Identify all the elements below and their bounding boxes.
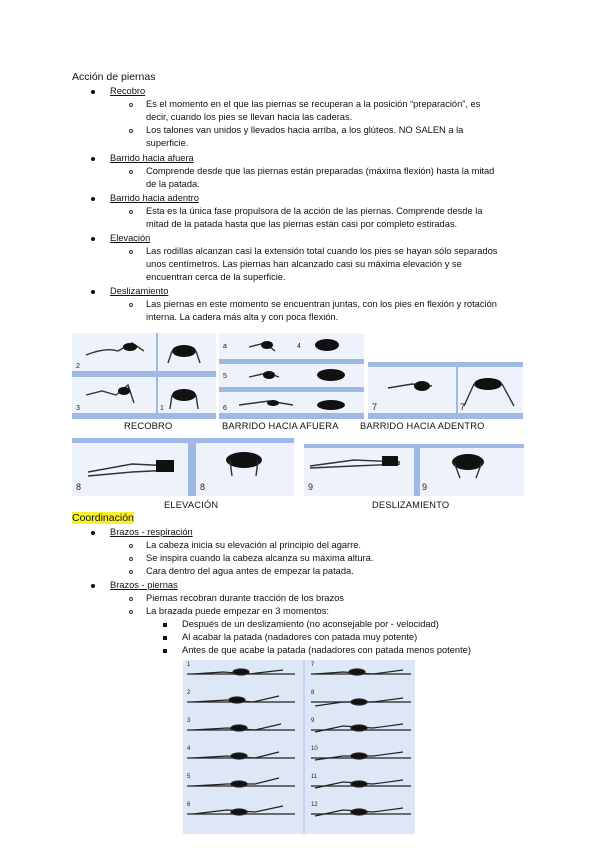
subsub-bullet xyxy=(163,623,167,627)
sub-bullet xyxy=(129,250,133,254)
figure-number: 1 xyxy=(187,662,191,668)
text-line: Comprende desde que las piernas están preparadas (máxima flexión) hasta la mitad xyxy=(146,166,495,176)
caption-deslizamiento: DESLIZAMIENTO xyxy=(372,500,450,510)
text-line: La cabeza inicia su elevación al principio del agarre. xyxy=(146,540,361,550)
caption-elevacion: ELEVACIÓN xyxy=(164,500,219,510)
sub-bullet xyxy=(129,557,133,561)
bullet xyxy=(91,584,95,588)
subsub-bullet xyxy=(163,649,167,653)
figure-number: 3 xyxy=(76,405,80,412)
figure-number: 6 xyxy=(223,405,227,412)
bullet xyxy=(91,290,95,294)
figure-number: 7 xyxy=(372,402,378,412)
figure-number: 5 xyxy=(223,373,227,380)
figure-number: a xyxy=(223,343,227,350)
figure-recobro xyxy=(72,333,216,419)
subsub-bullet xyxy=(163,636,167,640)
text-line: Después de un deslizamiento (no aconsejable por - velocidad) xyxy=(182,619,439,629)
figure-number: 3 xyxy=(187,718,191,724)
bullet xyxy=(91,157,95,161)
text-line: Las rodillas alcanzan casi la extensión total cuando los pies se hayan sólo separados xyxy=(146,246,498,256)
heading-barrido-adentro: Barrido hacia adentro xyxy=(110,193,199,203)
figure-barrido-afuera xyxy=(219,333,364,419)
figure-number: 10 xyxy=(311,746,318,752)
figure-number: 9 xyxy=(308,482,314,492)
sub-bullet xyxy=(129,570,133,574)
sub-bullet xyxy=(129,303,133,307)
text-line: unos centímetros. Las piernas han alcanzado casi su máxima elevación y se xyxy=(146,259,462,269)
swimmer-drawing xyxy=(304,444,524,496)
text-line: Al acabar la patada (nadadores con patada muy potente) xyxy=(182,632,418,642)
heading-brazos-piernas: Brazos - piernas xyxy=(110,580,178,590)
text-line: Piernas recobran durante tracción de los brazos xyxy=(146,593,344,603)
text-line: La brazada puede empezar en 3 momentos: xyxy=(146,606,329,616)
bullet xyxy=(91,197,95,201)
text-line: encuentran cerca de la superficie. xyxy=(146,272,286,282)
sub-bullet xyxy=(129,610,133,614)
figure-number: 7 xyxy=(311,662,315,668)
figure-elevacion xyxy=(72,438,294,496)
heading-recobro: Recobro xyxy=(110,86,146,96)
text-line: interna. La cadera más alta y con poca flexión. xyxy=(146,312,339,322)
figure-number: 9 xyxy=(311,718,315,724)
sub-bullet xyxy=(129,129,133,133)
figure-number: 8 xyxy=(76,482,82,492)
text-line: de la patada. xyxy=(146,179,200,189)
figure-deslizamiento xyxy=(304,444,524,496)
figure-number: 8 xyxy=(200,482,206,492)
figure-number: 9 xyxy=(422,482,428,492)
heading-deslizamiento: Deslizamiento xyxy=(110,286,169,296)
sub-bullet xyxy=(129,544,133,548)
figure-number: 2 xyxy=(187,690,191,696)
text-line: Se inspira cuando la cabeza alcanza su máxima altura. xyxy=(146,553,374,563)
figure-number: 12 xyxy=(311,802,318,808)
heading-brazos-respiracion: Brazos - respiración xyxy=(110,527,193,537)
caption-barrido-afuera: BARRIDO HACIA AFUERA xyxy=(222,421,339,431)
swimmer-drawing xyxy=(72,438,294,496)
figure-number: 4 xyxy=(187,746,191,752)
text-line: Esta es la única fase propulsora de la acción de las piernas. Comprende desde la xyxy=(146,206,483,216)
sub-bullet xyxy=(129,597,133,601)
caption-recobro: RECOBRO xyxy=(124,421,173,431)
sub-bullet xyxy=(129,103,133,107)
text-line: Cara dentro del agua antes de empezar la patada. xyxy=(146,566,354,576)
sub-bullet xyxy=(129,170,133,174)
figure-number: 4 xyxy=(297,343,301,350)
text-line: Antes de que acabe la patada (nadadores con patada menos potente) xyxy=(182,645,471,655)
bullet xyxy=(91,237,95,241)
text-line: Es el momento en el que las piernas se recuperan a la posición “preparación”, es xyxy=(146,99,481,109)
text-line: Las piernas en este momento se encuentran juntas, con los pies en flexión y rotación xyxy=(146,299,497,309)
figure-number: 6 xyxy=(187,802,191,808)
figure-barrido-adentro xyxy=(368,362,523,419)
swimmer-sequence-drawing xyxy=(183,660,415,834)
sub-bullet xyxy=(129,210,133,214)
section-title-coordination: Coordinación xyxy=(72,512,134,524)
figure-number: 7 xyxy=(460,402,466,412)
bullet xyxy=(91,531,95,535)
heading-barrido-afuera: Barrido hacia afuera xyxy=(110,153,194,163)
swimmer-drawing xyxy=(368,362,523,419)
caption-barrido-adentro: BARRIDO HACIA ADENTRO xyxy=(360,421,485,431)
figure-number: 2 xyxy=(76,363,80,370)
figure-number: 5 xyxy=(187,774,191,780)
figure-number: 1 xyxy=(160,405,164,412)
swimmer-drawing xyxy=(219,333,364,419)
figure-number: 8 xyxy=(311,690,315,696)
text-line: superficie. xyxy=(146,138,189,148)
text-line: decir, cuando los pies se llevan hacia las caderas. xyxy=(146,112,353,122)
bullet xyxy=(91,90,95,94)
heading-elevacion: Elevación xyxy=(110,233,151,243)
figure-number: 11 xyxy=(311,774,318,780)
section-title-leg-action: Acción de piernas xyxy=(72,71,156,83)
text-line: mitad de la patada hasta que las piernas están casi por completo estiradas. xyxy=(146,219,458,229)
swimmer-drawing xyxy=(72,333,216,419)
figure-coordination-sequence xyxy=(183,660,415,834)
text-line: Los talones van unidos y llevados hacia arriba, a los glúteos. NO SALEN a la xyxy=(146,125,464,135)
